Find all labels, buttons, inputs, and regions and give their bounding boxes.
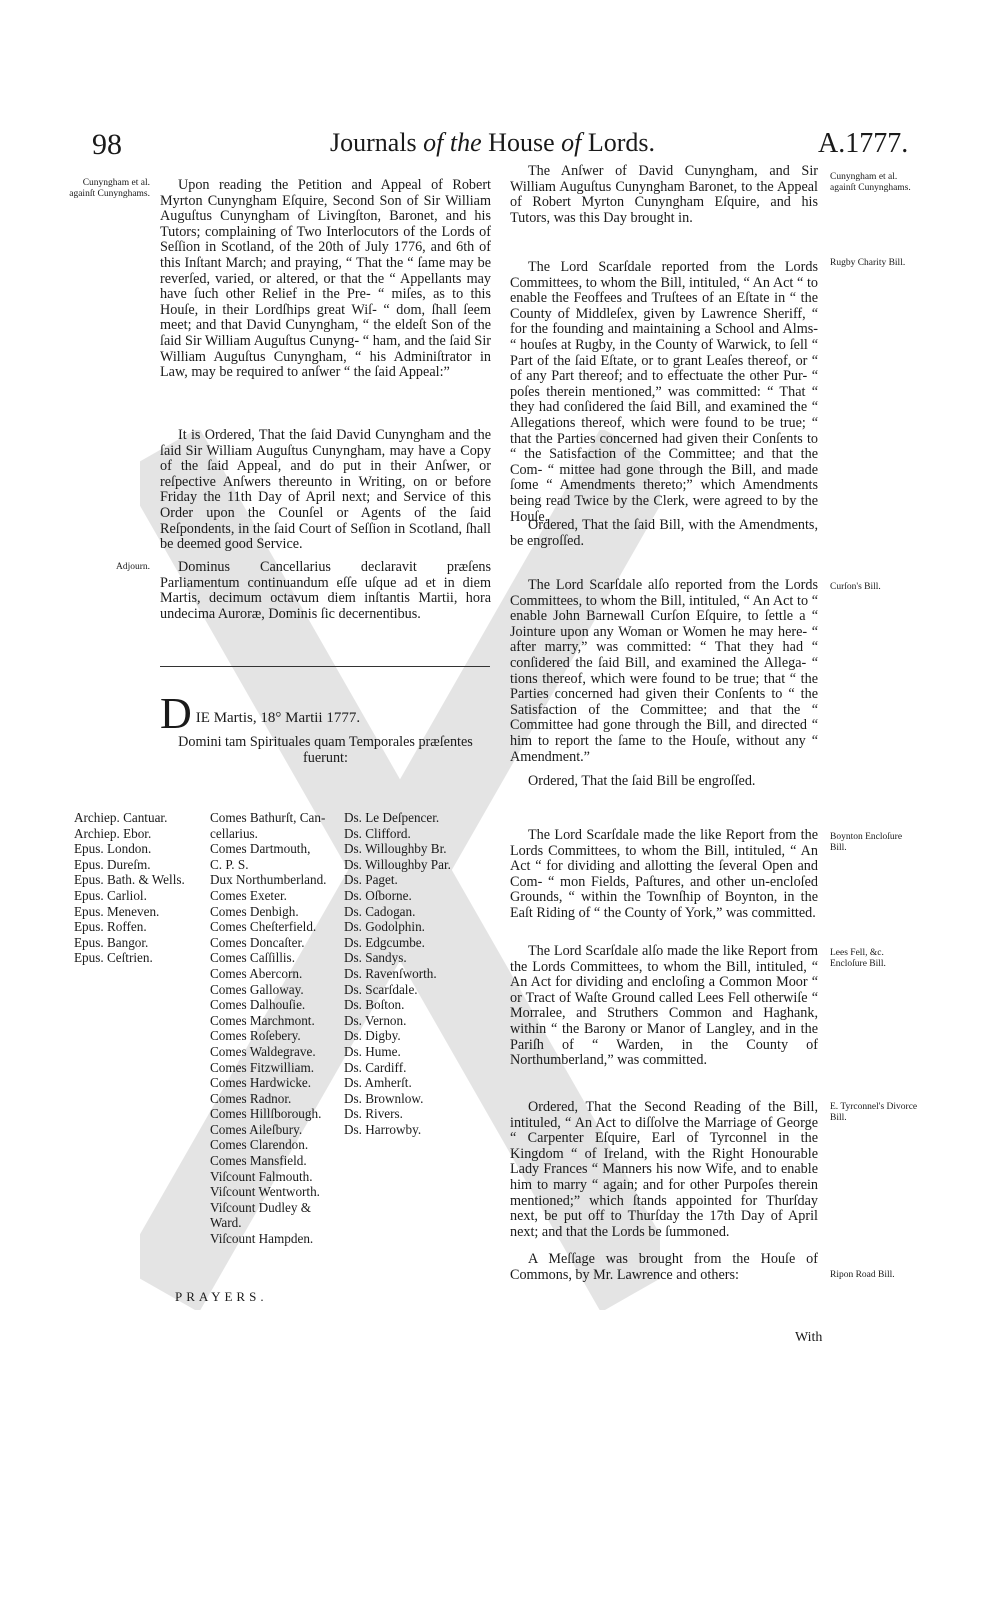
message-paragraph: A Meſſage was brought from the Houſe of Commons, by Mr. Lawrence and others:: [510, 1251, 818, 1283]
lord-name: Viſcount Dudley &: [210, 1199, 312, 1215]
margin-note-curson: Curſon's Bill.: [830, 582, 881, 592]
lord-name: Ds. Scarſdale.: [344, 981, 418, 997]
rugby-ordered-paragraph: Ordered, That the ſaid Bill, with the Amendments, be engroſſed.: [510, 517, 818, 549]
margin-note-lees: Lees Fell, &c. Encloſure Bill.: [830, 948, 886, 969]
lord-name: Epus. Dureſm.: [74, 856, 151, 872]
lord-name: Ds. Paget.: [344, 872, 398, 888]
lord-name: Epus. Carliol.: [74, 887, 147, 903]
lords-list-earls: [210, 810, 326, 1247]
margin-note-tyrconnel: E. Tyrconnel's Divorce Bill.: [830, 1102, 918, 1123]
lord-name: Ds. Clifford.: [344, 825, 411, 841]
lord-name: Ds. Sandys.: [344, 950, 407, 966]
lord-name: Comes Bathurſt, Can-: [210, 810, 326, 825]
lord-name: Archiep. Ebor.: [74, 825, 152, 841]
page-year: A.1777.: [818, 128, 909, 159]
lord-name: Comes Galloway.: [210, 981, 304, 997]
lord-name: Comes Hillſborough.: [210, 1106, 322, 1122]
lord-name: Epus. Bangor.: [74, 934, 149, 950]
lord-name: Ds. Vernon.: [344, 1012, 407, 1028]
lees-report-paragraph: The Lord Scarſdale alſo made the like Report from the Lords Committees, to whom the Bill, intituled, “ An Act for dividing and encloſing a Common Moor “ or Tract of Waſte Ground called Lees Fell otherwiſe “ Morralee, and Struthers Common and Haghank, within “ the Barony or Manor of Langley, and in the Pariſh of “ Warden, in the County of Northumberland,” was committed.: [510, 943, 818, 1069]
lord-name: Epus. London.: [74, 841, 152, 857]
ordered-paragraph: It is Ordered, That the ſaid David Cunyngham and the ſaid Sir William Auguſtus Cunyngham, may have a Copy of the ſaid Appeal, and do put in their Anſwer, or reſpective Anſwers thereunto in Writing, on or before Friday the 11th Day of April next; and Service of this Order upon the Counſel or Agents of the ſaid Reſpondents, in the ſaid Court of Seſſion in Scotland, ſhall be deemed good Service.: [160, 427, 491, 553]
lord-name: Viſcount Falmouth.: [210, 1168, 313, 1184]
lord-name: C. P. S.: [210, 856, 249, 872]
lord-name: Ds. Le Deſpencer.: [344, 810, 440, 825]
lord-name: Archiep. Cantuar.: [74, 810, 168, 825]
lord-name: Viſcount Hampden.: [210, 1231, 314, 1247]
lord-name: Epus. Meneven.: [74, 903, 160, 919]
margin-note-cunyngham-right: Cunyngham et al. againſt Cunynghams.: [830, 172, 911, 193]
lord-name: Comes Cheſterfield.: [210, 919, 317, 935]
lords-list-barons: [344, 810, 451, 1137]
lord-name: Ds. Godolphin.: [344, 919, 425, 935]
lord-name: Ds. Amherſt.: [344, 1075, 412, 1091]
curson-ordered-paragraph: Ordered, That the ſaid Bill be engroſſed.: [528, 773, 756, 789]
petition-paragraph: Upon reading the Petition and Appeal of Robert Myrton Cunyngham Eſquire, Second Son of Sir William Auguſtus Cunyngham of Livingſton, Baronet, and his Tutors; complaining of Two Interlocutors of the Lords of Seſſion in Scotland, of the 20th of July 1776, and 6th of this Inſtant March; and praying, “ That the “ ſame may be reverſed, varied, or altered, or that the “ Appellants may have ſuch other Relief in the Pre- “ miſes, as to this Houſe, in their Lordſhips great Wiſ- “ dom, ſhall ſeem meet; and that David Cunyngham, “ the eldeſt Son of the ſaid Sir William Auguſtus Cunyng- “ ham, and the ſaid Sir William Auguſtus Cunyngham, “ his Adminiſtrator in Law, may be required to anſwer “ the ſaid Appeal:”: [160, 177, 491, 381]
lord-name: Ds. Willoughby Par.: [344, 856, 451, 872]
rugby-report-paragraph: The Lord Scarſdale reported from the Lords Committees, to whom the Bill, intituled, “ An Act “ to enable the Feoffees and Truſtees of an Eſtate in “ the County of Middleſex, given by Lawrence Sheriff, “ for the founding and maintaining a School and Alms- “ houſes at Rugby, in the County of Warwick, to ſell “ Part of the ſaid Eſtate, or to grant Leaſes thereof, or “ of any Part thereof; and to effectuate the other Pur- “ poſes therein mentioned,” was committed: “ That “ they had conſidered the ſaid Bill, and examined the “ Allegations thereof, which were found to be true; “ that the Parties concerned had given their Conſents to “ the Satisfaction of the Committee; and that the Com- “ mittee had gone through the Bill, and made ſome “ Amendments thereto;” which Amendments being read Twice by the Clerk, were agreed to by the Houſe.: [510, 259, 818, 525]
lord-name: Viſcount Wentworth.: [210, 1184, 320, 1200]
curson-report-paragraph: The Lord Scarſdale alſo reported from the Lords Committees, to whom the Bill, intituled, “ An Act to “ enable John Barnewall Curſon Eſquire, to ſettle a “ Jointure upon any Woman or Women he may here- “ after marry,” was committed: “ That they had “ conſidered the ſaid Bill, and examined the Allega- “ tions thereof, which were found to be true; that “ the Parties concerned had given their Conſents to “ the Satisfaction of the Committee; and that the “ Committee had gone through the Bill, and directed “ him to report the ſame to the Houſe, without any “ Amendment.”: [510, 577, 818, 765]
lords-list-bishops: [74, 810, 185, 966]
lord-name: Comes Dalhouſie.: [210, 997, 306, 1013]
page-number: 98: [92, 128, 122, 161]
lord-name: Comes Clarendon.: [210, 1137, 309, 1153]
lord-name: Comes Marchmont.: [210, 1012, 315, 1028]
lord-name: Comes Mansfield.: [210, 1153, 307, 1169]
margin-note-adjourn: Adjourn.: [115, 562, 150, 572]
lord-name: cellarius.: [210, 825, 258, 841]
lord-name: Ds. Oſborne.: [344, 887, 412, 903]
lord-name: Comes Waldegrave.: [210, 1043, 316, 1059]
boynton-report-paragraph: The Lord Scarſdale made the like Report from the Lords Committees, to whom the Bill, intituled, “ An Act “ for dividing and allotting the ſeveral Open and Com- “ mon Fields, Paſtures, and other un-encloſed Grounds, “ within the Townſhip of Boynton, in the Eaſt Riding of “ the County of York,” was committed.: [510, 827, 818, 921]
lord-name: Ds. Rivers.: [344, 1106, 403, 1122]
lord-name: Ds. Cardiff.: [344, 1059, 407, 1075]
lord-name: Comes Aileſbury.: [210, 1121, 303, 1137]
lord-name: Comes Fitzwilliam.: [210, 1059, 315, 1075]
lord-name: Comes Abercorn.: [210, 965, 303, 981]
margin-note-ripon: Ripon Road Bill.: [830, 1270, 895, 1280]
lord-name: Ds. Brownlow.: [344, 1090, 424, 1106]
prayers-heading: PRAYERS.: [175, 1289, 268, 1304]
lord-name: Comes Caſſillis.: [210, 950, 295, 966]
margin-note-boynton: Boynton Encloſure Bill.: [830, 832, 903, 853]
lord-name: Ds. Hume.: [344, 1043, 401, 1059]
lord-name: Comes Exeter.: [210, 887, 287, 903]
lord-name: Ds. Edgcumbe.: [344, 934, 425, 950]
lord-name: Ds. Cadogan.: [344, 903, 416, 919]
margin-note-cunyngham-left: Cunyngham et al. againſt Cunynghams.: [69, 178, 150, 199]
attendance-heading: Domini tam Spirituales quam Temporales præſentes fuerunt:: [178, 734, 473, 766]
adjourn-paragraph: Dominus Cancellarius declaravit præſens Parliamentum continuandum eſſe uſque ad et in diem Martis, decimum octavum diem inſtantis Martii, hora undecima Auroræ, Dominis ſic decernentibus.: [160, 559, 491, 622]
tyrconnel-order-paragraph: Ordered, That the Second Reading of the Bill, intituled, “ An Act to diſſolve the Marriage of George “ Carpenter Eſquire, Earl of Tyrconnel in the Kingdom “ of Ireland, with the Right Honourable Lady Frances “ Manners his now Wife, and to enable him to marry “ again; and for other Purpoſes therein mentioned;” which ſtands appointed for Thurſday next, be put off to Thurſday the 17th Day of April next; and that the Lords be ſummoned.: [510, 1099, 818, 1240]
lord-name: Comes Doncaſter.: [210, 934, 305, 950]
lord-name: Epus. Ceſtrien.: [74, 950, 153, 966]
lord-name: Ds. Willoughby Br.: [344, 841, 447, 857]
section-rule: [160, 666, 490, 667]
lord-name: Ds. Harrowby.: [344, 1121, 422, 1137]
catchword: With: [795, 1330, 823, 1345]
lord-name: Comes Hardwicke.: [210, 1075, 312, 1091]
sitting-heading: DIE Martis, 18° Martii 1777.: [160, 689, 361, 738]
lord-name: Epus. Bath. & Wells.: [74, 872, 185, 888]
lord-name: Ds. Digby.: [344, 1028, 401, 1044]
lord-name: Ds. Boſton.: [344, 997, 405, 1013]
lord-name: Comes Roſebery.: [210, 1028, 301, 1044]
lord-name: Comes Denbigh.: [210, 903, 299, 919]
lord-name: Epus. Roffen.: [74, 919, 147, 935]
lord-name: Comes Dartmouth,: [210, 841, 311, 857]
lord-name: Ward.: [210, 1215, 242, 1231]
answer-paragraph: The Anſwer of David Cunyngham, and Sir William Auguſtus Cunyngham Baronet, to the Appeal of Robert Myrton Cunyngham Eſquire, and his Tutors, was this Day brought in.: [510, 163, 818, 226]
margin-note-rugby: Rugby Charity Bill.: [830, 258, 906, 268]
page-title: Journals of the House of Lords.: [330, 128, 656, 157]
lord-name: Dux Northumberland.: [210, 872, 327, 888]
lord-name: Comes Radnor.: [210, 1090, 292, 1106]
lord-name: Ds. Ravenſworth.: [344, 965, 437, 981]
